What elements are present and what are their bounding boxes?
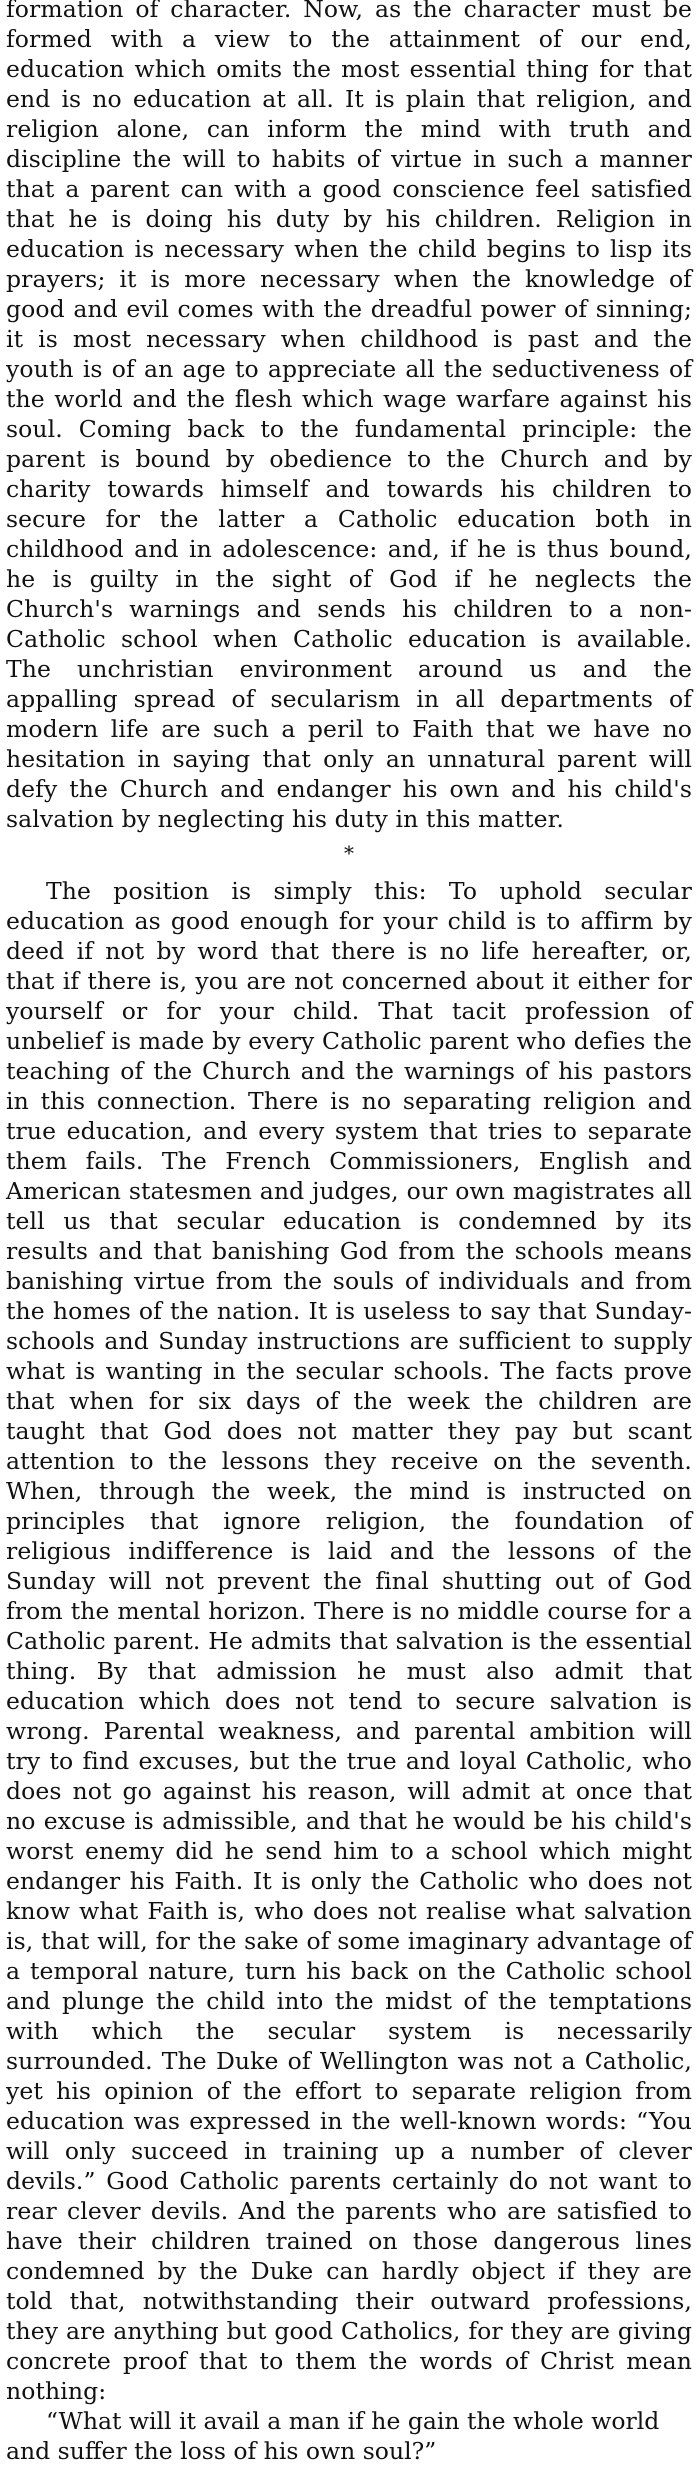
article-paragraph-1: formation of character. Now, as the character must be formed with a view to the attainment of our end, education which omits the most essential thing for that end is no education at all. It is plain that religion, and religion alone, can inform the mind with truth and discipline the will to habits of virtue in such a manner that a parent can with a good conscience feel satisfied that he is doing his duty by his children. Religion in education is necessary when the child begins to lisp its prayers; it is more necessary when the knowledge of good and evil comes with the dreadful power of sinning; it is most necessary when childhood is past and the youth is of an age to appreciate all the seductiveness of the world and the flesh which wage warfare against his soul. Coming back to the fundamental principle: the parent is bound by obedience to the Church and by charity towards himself and towards his children to secure for the latter a Catholic education both in childhood and in adolescence: and, if he is thus bound, he is guilty in the sight of God if he neglects the Church's warnings and sends his children to a non-Catholic school when Catholic education is available. The unchristian environment around us and the appalling spread of secularism in all departments of modern life are such a peril to Faith that we have no hesitation in saying that only an unnatural parent will defy the Church and endanger his own and his child's salvation by neglecting his duty in this matter. bbox=[6, 0, 692, 833]
closing-quote: “What will it avail a man if he gain the whole world and suffer the loss of his own soul?” bbox=[6, 2407, 660, 2465]
article-paragraph-2: The position is simply this: To uphold secular education as good enough for your child is to affirm by deed if not by word that there is no life hereafter, or, that if there is, you are not concerned about it either for yourself or for your child. That tacit profession of unbelief is made by every Catholic parent who defies the teaching of the Church and the warnings of his pastors in this connection. There is no separating religion and true education, and every system that tries to separate them fails. The French Commissioners, English and American statesmen and judges, our own magistrates all tell us that secular education is condemned by its results and that banishing God from the schools means banishing virtue from the souls of individuals and from the homes of the nation. It is useless to say that Sunday-schools and Sunday instructions are sufficient to supply what is wanting in the secular schools. The facts prove that when for six days of the week the children are taught that God does not matter they pay but scant attention to the lessons they receive on the seventh. When, through the week, the mind is instructed on principles that ignore religion, the foundation of religious indifference is laid and the lessons of the Sunday will not prevent the final shutting out of God from the mental horizon. There is no middle course for a Catholic parent. He admits that salvation is the essential thing. By that admission he must also admit that education which does not tend to secure salvation is wrong. Parental weakness, and parental ambition will try to find excuses, but the true and loyal Catholic, who does not go against his reason, will admit at once that no excuse is admissible, and that he would be his child's worst enemy did he send him to a school which might endanger his Faith. It is only the Catholic who does not know what Faith is, who does not realise what salvation is, that will, for the sake of some imaginary advantage of a temporal nature, turn his back on the Catholic school and plunge the child into the midst of the temptations with which the secular system is necessarily surrounded. The Duke of Wellington was not a Catholic, yet his opinion of the effort to separate religion from education was expressed in the well-known words: “You will only succeed in training up a number of clever devils.” Good Catholic parents certainly do not want to rear clever devils. And the parents who are satisfied to have their children trained on those dangerous lines condemned by the Duke can hardly object if they are told that, notwithstanding their outward professions, they are anything but good Catholics, for they are giving concrete proof that to them the words of Christ mean nothing: bbox=[6, 877, 692, 2405]
section-divider-asterisk: * bbox=[344, 841, 354, 865]
